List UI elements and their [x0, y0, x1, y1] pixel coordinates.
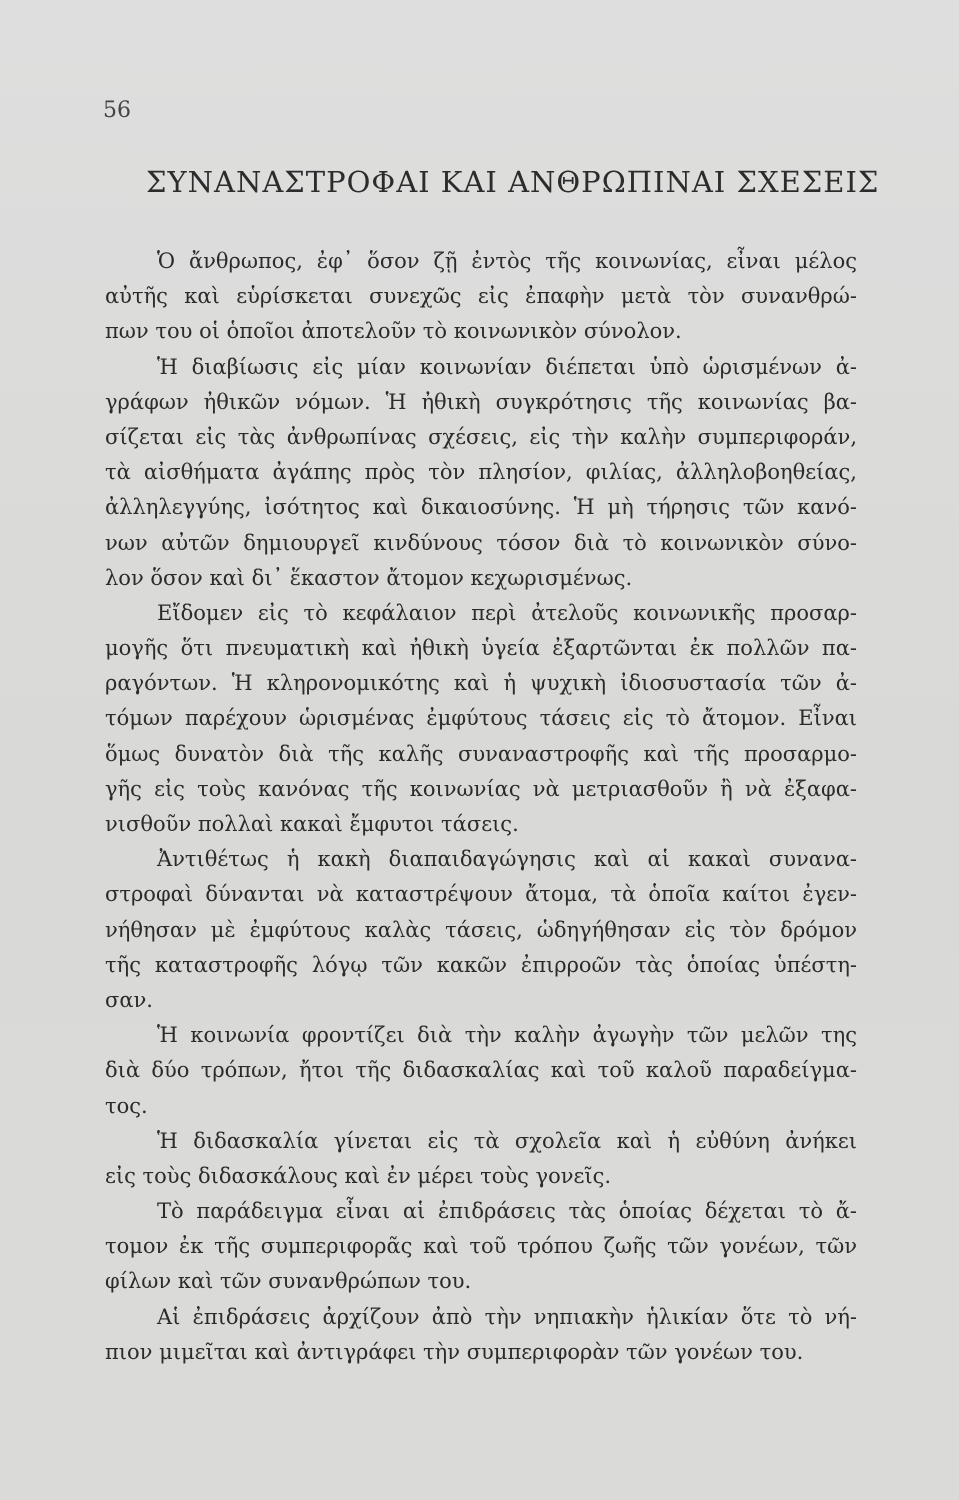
text-line: στροφαὶ δύνανται νὰ καταστρέψουν ἄτομα, τὰ ὁποῖα καίτοι ἐγεν- — [105, 882, 857, 907]
text-line: σίζεται εἰς τὰς ἀνθρωπίνας σχέσεις, εἰς τὴν καλὴν συμπεριφοράν, — [105, 424, 857, 449]
text-line: διὰ δύο τρόπων, ἤτοι τῆς διδασκαλίας καὶ τοῦ καλοῦ παραδείγμα- — [105, 1058, 857, 1083]
text-line: ἀλληλεγγύης, ἰσότητος καὶ δικαιοσύνης. Ἡ μὴ τήρησις τῶν κανό- — [105, 495, 857, 520]
text-line: τὰ αἰσθήματα ἀγάπης πρὸς τὸν πλησίον, φιλίας, ἀλληλοβοηθείας, — [105, 460, 857, 485]
text-line: Ὁ ἄνθρωπος, ἐφ᾽ ὅσον ζῇ ἐντὸς τῆς κοινωνίας, εἶναι μέλος — [157, 249, 857, 273]
page-number: 56 — [103, 98, 131, 123]
text-line: νισθοῦν πολλαὶ κακαὶ ἔμφυτοι τάσεις. — [105, 812, 519, 836]
text-line: ραγόντων. Ἡ κληρονομικότης καὶ ἡ ψυχικὴ ἰδιοσυστασία τῶν ἀ- — [105, 671, 857, 696]
text-line: Ἡ διαβίωσις εἰς μίαν κοινωνίαν διέπεται ὑπὸ ὡρισμένων ἀ- — [157, 354, 857, 379]
text-line: πων του οἱ ὁποῖοι ἀποτελοῦν τὸ κοινωνικὸν σύνολον. — [105, 319, 682, 344]
text-line: τῆς καταστροφῆς λόγῳ τῶν κακῶν ἐπιρροῶν τὰς ὁποίας ὑπέστη- — [105, 952, 857, 977]
text-line: σαν. — [105, 987, 153, 1012]
text-line: τόμων παρέχουν ὡρισμένας ἐμφύτους τάσεις εἰς τὸ ἄτομον. Εἶναι — [105, 706, 857, 731]
text-line: τομον ἐκ τῆς συμπεριφορᾶς καὶ τοῦ τρόπου ζωῆς τῶν γονέων, τῶν — [105, 1234, 857, 1259]
text-line: μογῆς ὅτι πνευματικὴ καὶ ἠθικὴ ὑγεία ἐξαρτῶνται ἐκ πολλῶν πα- — [105, 636, 857, 661]
text-line: φίλων καὶ τῶν συνανθρώπων του. — [105, 1269, 472, 1294]
text-line: Ἡ διδασκαλία γίνεται εἰς τὰ σχολεῖα καὶ ἡ εὐθύνη ἀνήκει — [157, 1128, 857, 1153]
text-line: γράφων ἠθικῶν νόμων. Ἡ ἠθικὴ συγκρότησις τῆς κοινωνίας βα- — [105, 389, 857, 414]
text-line: τος. — [105, 1093, 148, 1118]
text-line: Εἴδομεν εἰς τὸ κεφάλαιον περὶ ἀτελοῦς κοινωνικῆς προσαρ- — [157, 600, 857, 625]
text-line: Ἀντιθέτως ἡ κακὴ διαπαιδαγώγησις καὶ αἱ κακαὶ συνανα- — [157, 847, 857, 872]
text-line: εἰς τοὺς διδασκάλους καὶ ἐν μέρει τοὺς γονεῖς. — [105, 1163, 612, 1188]
body-text — [105, 244, 857, 1370]
text-line: Αἱ ἐπιδράσεις ἀρχίζουν ἀπὸ τὴν νηπιακὴν ἡλικίαν ὅτε τὸ νή- — [157, 1304, 857, 1329]
text-line: πιον μιμεῖται καὶ ἀντιγράφει τὴν συμπεριφορὰν τῶν γονέων του. — [105, 1339, 804, 1364]
text-line: νήθησαν μὲ ἐμφύτους καλὰς τάσεις, ὡδηγήθησαν εἰς τὸν δρόμον — [105, 917, 857, 942]
chapter-title: ΣΥΝΑΝΑΣΤΡΟΦΑΙ ΚΑΙ ΑΝΘΡΩΠΙΝΑΙ ΣΧΕΣΕΙΣ — [146, 165, 880, 199]
text-line: γῆς εἰς τοὺς κανόνας τῆς κοινωνίας νὰ μετριασθοῦν ἢ νὰ ἐξαφα- — [105, 776, 857, 801]
text-line: αὐτῆς καὶ εὑρίσκεται συνεχῶς εἰς ἐπαφὴν μετὰ τὸν συνανθρώ- — [105, 284, 857, 309]
text-line: Τὸ παράδειγμα εἶναι αἱ ἐπιδράσεις τὰς ὁποίας δέχεται τὸ ἄ- — [157, 1199, 857, 1224]
text-line: Ἡ κοινωνία φροντίζει διὰ τὴν καλὴν ἀγωγὴν τῶν μελῶν της — [157, 1023, 857, 1048]
text-line: ὅμως δυνατὸν διὰ τῆς καλῆς συναναστροφῆς καὶ τῆς προσαρμο- — [105, 741, 857, 766]
text-line: λον ὅσον καὶ δι᾽ ἕκαστον ἄτομον κεχωρισμένως. — [105, 565, 633, 590]
text-line: νων αὐτῶν δημιουργεῖ κινδύνους τόσον διὰ τὸ κοινωνικὸν σύνο- — [105, 530, 857, 555]
